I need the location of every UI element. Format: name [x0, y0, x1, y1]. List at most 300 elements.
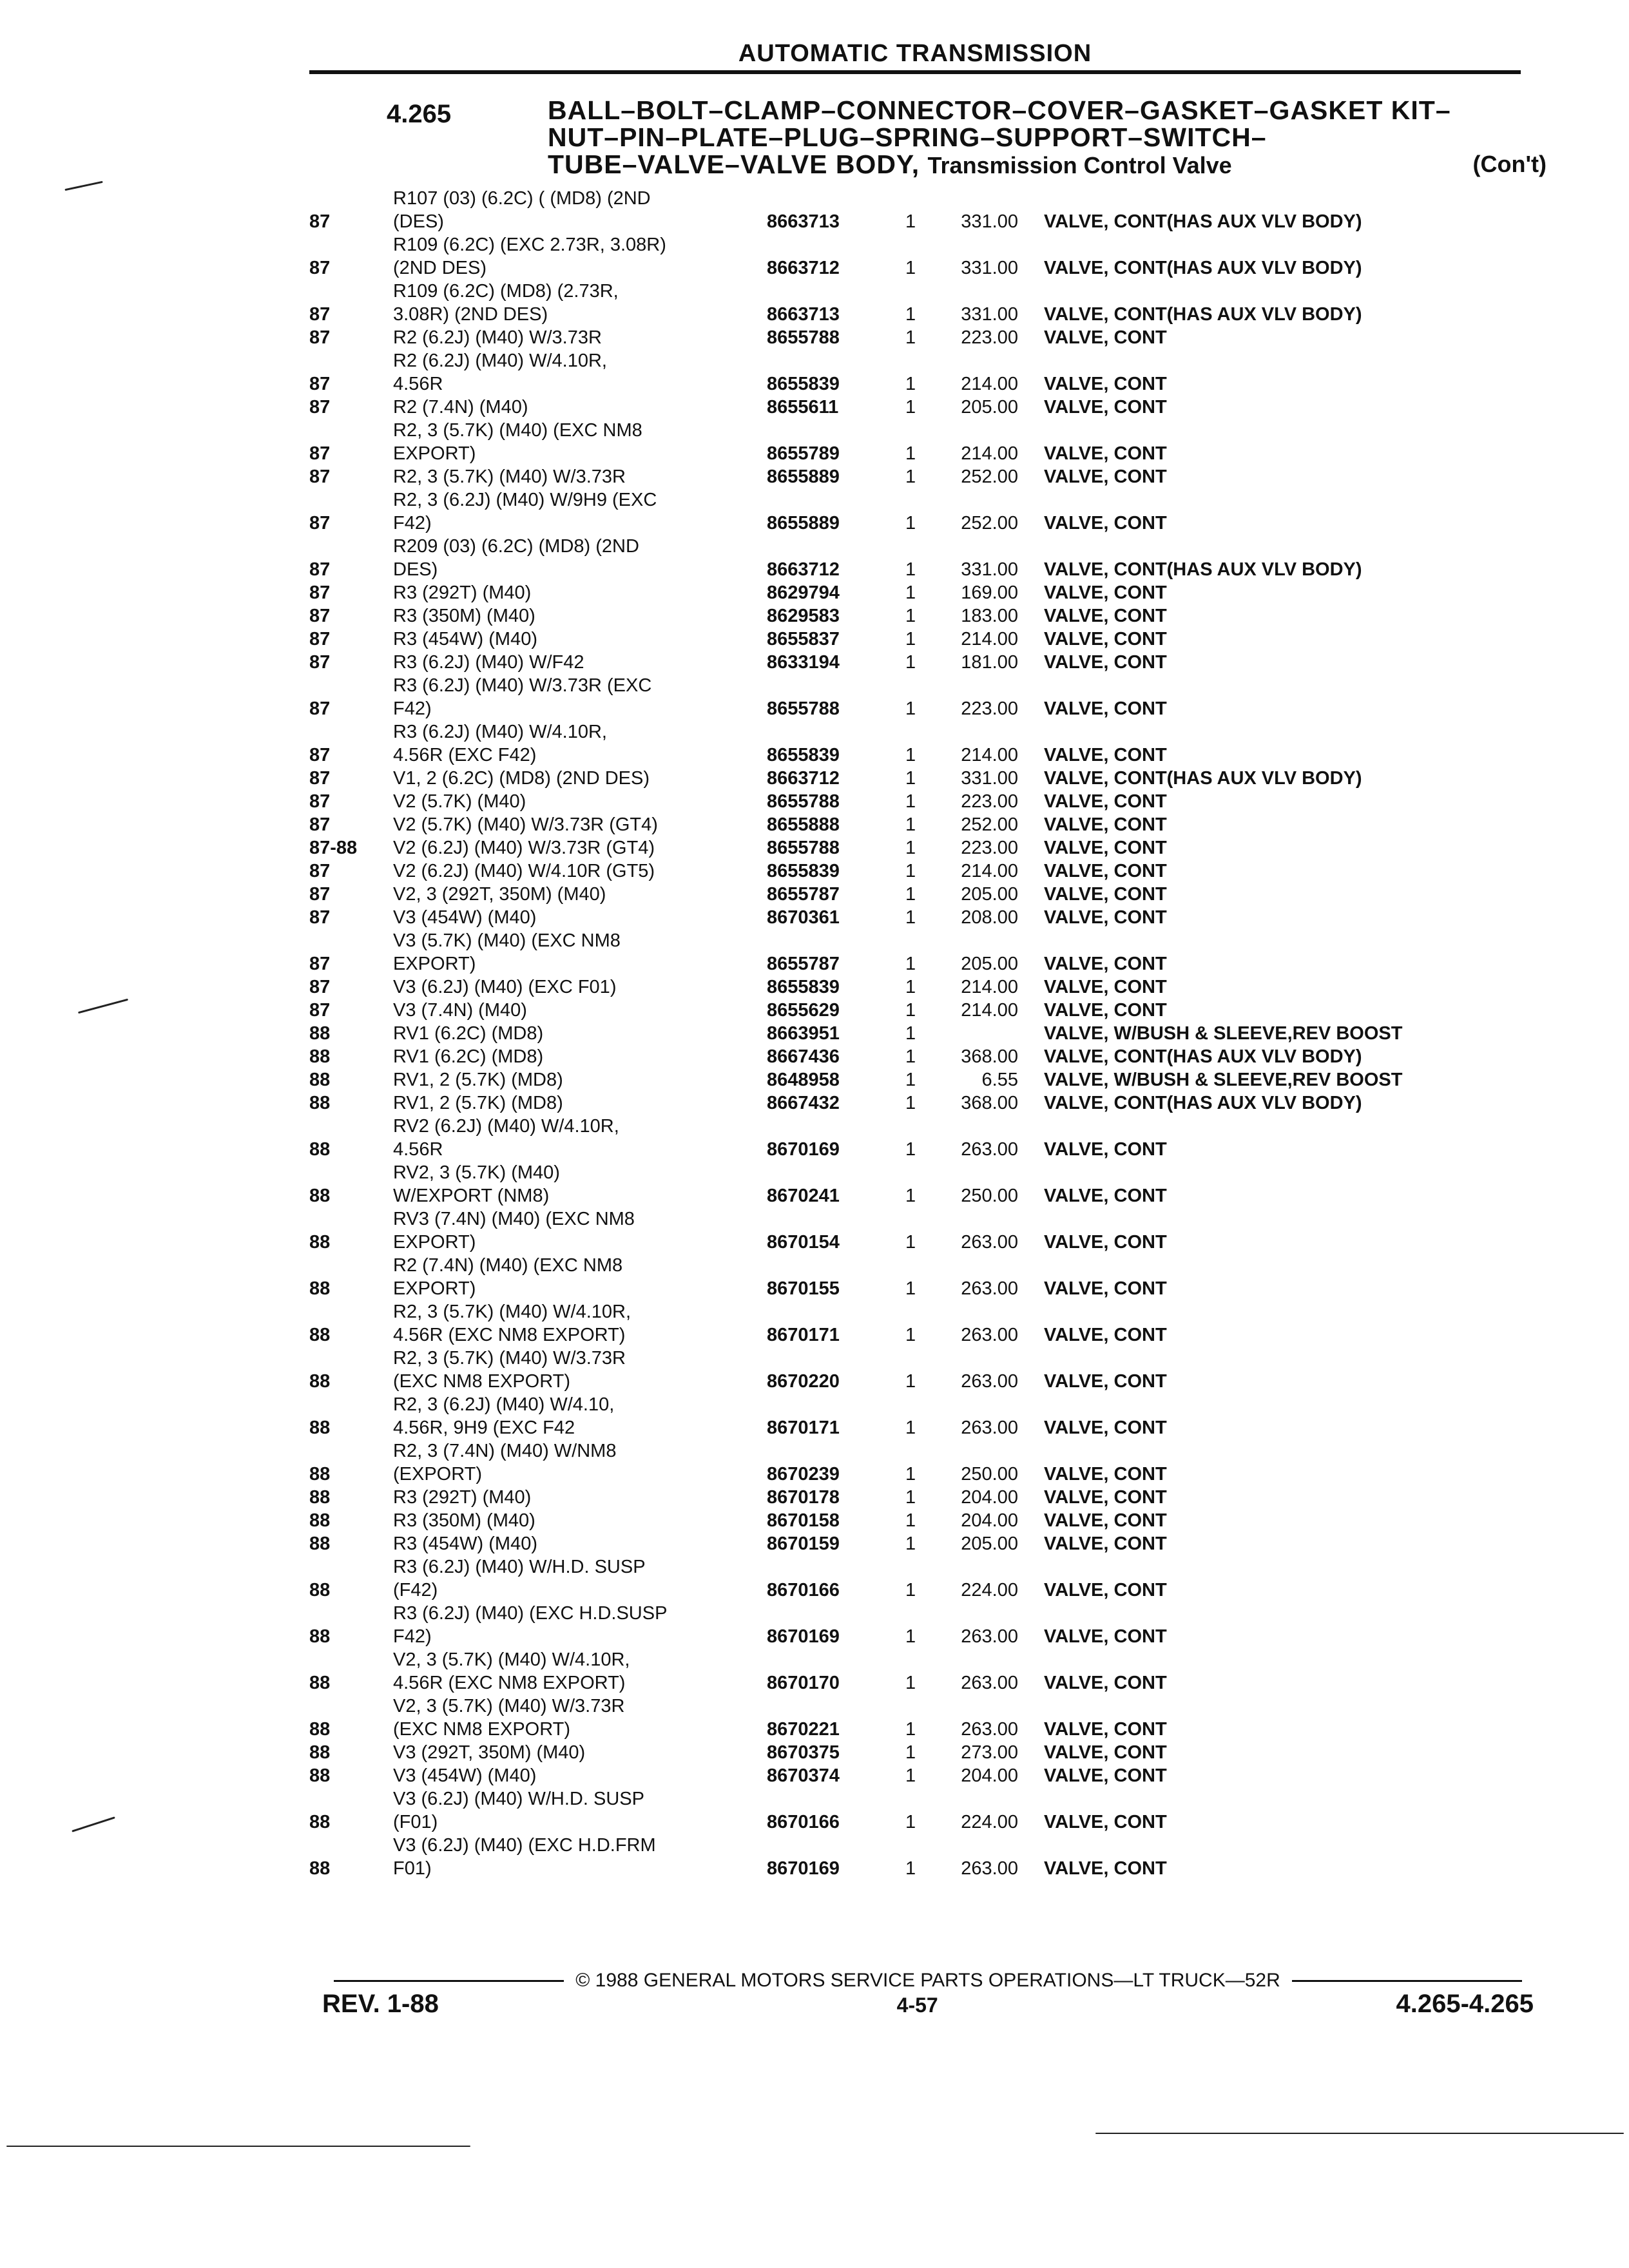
parts-row — [309, 535, 1527, 581]
model-year: 87 — [309, 791, 331, 812]
application: RV1 (6.2C) (MD8) — [393, 1046, 544, 1067]
model-year: 88 — [309, 1626, 331, 1647]
quantity: 1 — [905, 1232, 916, 1253]
model-year: 88 — [309, 1510, 331, 1531]
price: 263.00 — [961, 1278, 1018, 1299]
part-number: 8670375 — [767, 1742, 840, 1763]
part-number: 8670166 — [767, 1812, 840, 1832]
application: R2, 3 (5.7K) (M40) (EXC NM8 EXPORT) — [393, 420, 642, 464]
description: VALVE, W/BUSH & SLEEVE,REV BOOST — [1044, 1070, 1403, 1090]
application: R3 (6.2J) (M40) W/3.73R (EXC F42) — [393, 675, 652, 719]
model-year: 88 — [309, 1742, 331, 1763]
part-number: 8663713 — [767, 211, 840, 232]
description: VALVE, CONT — [1044, 1719, 1167, 1740]
model-year: 88 — [309, 1186, 331, 1206]
quantity: 1 — [905, 397, 916, 418]
application: R2 (7.4N) (M40) (EXC NM8 EXPORT) — [393, 1255, 623, 1299]
model-year: 88 — [309, 1858, 331, 1879]
parts-row — [309, 1161, 1527, 1207]
description: VALVE, CONT — [1044, 1232, 1167, 1253]
description: VALVE, CONT(HAS AUX VLV BODY) — [1044, 1093, 1362, 1113]
quantity: 1 — [905, 1371, 916, 1392]
description: VALVE, CONT — [1044, 652, 1167, 673]
quantity: 1 — [905, 327, 916, 348]
quantity: 1 — [905, 374, 916, 394]
quantity: 1 — [905, 1278, 916, 1299]
parts-row — [309, 1347, 1527, 1393]
model-year: 87 — [309, 397, 331, 418]
price: 263.00 — [961, 1673, 1018, 1693]
model-year: 87 — [309, 768, 331, 789]
application: R107 (03) (6.2C) ( (MD8) (2ND (DES) — [393, 188, 651, 232]
description: VALVE, CONT — [1044, 1742, 1167, 1763]
description: VALVE, CONT — [1044, 954, 1167, 974]
application: V3 (6.2J) (M40) (EXC H.D.FRM F01) — [393, 1835, 656, 1879]
description: VALVE, CONT(HAS AUX VLV BODY) — [1044, 559, 1362, 580]
description: VALVE, CONT — [1044, 1580, 1167, 1600]
part-number: 8655788 — [767, 791, 840, 812]
quantity: 1 — [905, 1023, 916, 1044]
description: VALVE, CONT — [1044, 907, 1167, 928]
part-number: 8670169 — [767, 1858, 840, 1879]
price: 204.00 — [961, 1487, 1018, 1508]
part-number: 8655839 — [767, 374, 840, 394]
application: V3 (5.7K) (M40) (EXC NM8 EXPORT) — [393, 930, 621, 974]
description: VALVE, CONT — [1044, 1510, 1167, 1531]
quantity: 1 — [905, 629, 916, 649]
application: R3 (292T) (M40) — [393, 1487, 532, 1508]
scan-mark — [64, 181, 102, 191]
section-title-line-3 — [548, 151, 1547, 179]
price: 263.00 — [961, 1371, 1018, 1392]
price: 263.00 — [961, 1232, 1018, 1253]
price: 214.00 — [961, 745, 1018, 765]
application: V2, 3 (5.7K) (M40) W/4.10R, 4.56R (EXC NM8 EXPORT) — [393, 1649, 630, 1693]
description: VALVE, CONT(HAS AUX VLV BODY) — [1044, 1046, 1362, 1067]
parts-row — [309, 1254, 1527, 1300]
application: R109 (6.2C) (MD8) (2.73R, 3.08R) (2ND DES) — [393, 281, 619, 325]
parts-row — [309, 674, 1527, 720]
part-number: 8663712 — [767, 559, 840, 580]
part-number: 8663713 — [767, 304, 840, 325]
model-year: 88 — [309, 1325, 331, 1345]
parts-row — [309, 396, 1527, 419]
parts-row — [309, 1393, 1527, 1439]
part-number: 8655889 — [767, 466, 840, 487]
part-number: 8655788 — [767, 327, 840, 348]
parts-row — [309, 1022, 1527, 1045]
scan-mark — [78, 999, 128, 1014]
part-number: 8670241 — [767, 1186, 840, 1206]
quantity: 1 — [905, 1464, 916, 1485]
quantity: 1 — [905, 1580, 916, 1600]
model-year: 88 — [309, 1070, 331, 1090]
model-year: 87 — [309, 582, 331, 603]
quantity: 1 — [905, 1325, 916, 1345]
part-number: 8629794 — [767, 582, 840, 603]
model-year: 87 — [309, 211, 331, 232]
description: VALVE, CONT — [1044, 397, 1167, 418]
model-year: 87 — [309, 652, 331, 673]
footer-rule-left — [334, 1980, 564, 1982]
quantity: 1 — [905, 1418, 916, 1438]
description: VALVE, CONT — [1044, 1000, 1167, 1021]
quantity: 1 — [905, 1093, 916, 1113]
parts-row — [309, 1300, 1527, 1347]
quantity: 1 — [905, 861, 916, 881]
part-number: 8670374 — [767, 1765, 840, 1786]
section-title-line-1: BALL–BOLT–CLAMP–CONNECTOR–COVER–GASKET–GASKET KIT– — [548, 95, 1451, 125]
price: 331.00 — [961, 768, 1018, 789]
price: 368.00 — [961, 1046, 1018, 1067]
quantity: 1 — [905, 1487, 916, 1508]
parts-row — [309, 1509, 1527, 1532]
price: 250.00 — [961, 1464, 1018, 1485]
application: R3 (454W) (M40) — [393, 629, 537, 649]
application: V3 (6.2J) (M40) (EXC F01) — [393, 977, 617, 997]
price: 214.00 — [961, 977, 1018, 997]
part-number: 8663951 — [767, 1023, 840, 1044]
part-number: 8670170 — [767, 1673, 840, 1693]
quantity: 1 — [905, 1673, 916, 1693]
part-number: 8648958 — [767, 1070, 840, 1090]
footer-copyright: © 1988 GENERAL MOTORS SERVICE PARTS OPERATIONS—LT TRUCK—52R — [575, 1970, 1280, 1991]
price: 263.00 — [961, 1858, 1018, 1879]
model-year: 87 — [309, 861, 331, 881]
model-year: 87 — [309, 606, 331, 626]
parts-row — [309, 1834, 1527, 1880]
application: RV1, 2 (5.7K) (MD8) — [393, 1070, 563, 1090]
price: 205.00 — [961, 884, 1018, 905]
parts-row — [309, 604, 1527, 628]
parts-row — [309, 1532, 1527, 1555]
parts-row — [309, 1091, 1527, 1115]
description: VALVE, CONT — [1044, 1533, 1167, 1554]
section-title-line-2: NUT–PIN–PLATE–PLUG–SPRING–SUPPORT–SWITCH– — [548, 122, 1267, 152]
price: 263.00 — [961, 1418, 1018, 1438]
price: 263.00 — [961, 1325, 1018, 1345]
scan-mark — [72, 1816, 115, 1832]
description: VALVE, CONT — [1044, 513, 1167, 533]
model-year: 87 — [309, 884, 331, 905]
description: VALVE, CONT — [1044, 861, 1167, 881]
part-number: 8655839 — [767, 977, 840, 997]
application: R209 (03) (6.2C) (MD8) (2ND DES) — [393, 536, 639, 580]
model-year: 88 — [309, 1093, 331, 1113]
description: VALVE, CONT(HAS AUX VLV BODY) — [1044, 258, 1362, 278]
parts-row — [309, 1486, 1527, 1509]
description: VALVE, CONT — [1044, 1186, 1167, 1206]
quantity: 1 — [905, 1139, 916, 1160]
model-year: 87 — [309, 629, 331, 649]
quantity: 1 — [905, 443, 916, 464]
model-year: 87 — [309, 513, 331, 533]
application: RV3 (7.4N) (M40) (EXC NM8 EXPORT) — [393, 1209, 635, 1253]
model-year: 88 — [309, 1046, 331, 1067]
model-year: 88 — [309, 1232, 331, 1253]
application: V2 (5.7K) (M40) W/3.73R (GT4) — [393, 814, 658, 835]
section-title-line-3-text: TUBE–VALVE–VALVE BODY, — [548, 149, 920, 179]
application: R2 (7.4N) (M40) — [393, 397, 528, 418]
quantity: 1 — [905, 1510, 916, 1531]
parts-row — [309, 326, 1527, 349]
parts-row — [309, 929, 1527, 975]
part-number: 8633194 — [767, 652, 840, 673]
quantity: 1 — [905, 907, 916, 928]
application: R3 (454W) (M40) — [393, 1533, 537, 1554]
description: VALVE, CONT — [1044, 1487, 1167, 1508]
parts-row — [309, 1045, 1527, 1068]
quantity: 1 — [905, 606, 916, 626]
parts-row — [309, 1648, 1527, 1695]
section-subtitle: Transmission Control Valve — [927, 152, 1232, 178]
price: 204.00 — [961, 1510, 1018, 1531]
application: R3 (6.2J) (M40) W/4.10R, 4.56R (EXC F42) — [393, 722, 607, 765]
description: VALVE, CONT — [1044, 1464, 1167, 1485]
parts-row — [309, 1764, 1527, 1787]
quantity: 1 — [905, 1765, 916, 1786]
price: 331.00 — [961, 304, 1018, 325]
description: VALVE, CONT — [1044, 838, 1167, 858]
page-header — [309, 40, 1521, 74]
quantity: 1 — [905, 258, 916, 278]
price: 223.00 — [961, 791, 1018, 812]
model-year: 88 — [309, 1812, 331, 1832]
parts-row — [309, 1787, 1527, 1834]
price: 224.00 — [961, 1812, 1018, 1832]
application: V2, 3 (5.7K) (M40) W/3.73R (EXC NM8 EXPORT) — [393, 1696, 625, 1740]
parts-row — [309, 767, 1527, 790]
part-number: 8655611 — [767, 397, 839, 418]
application: V3 (454W) (M40) — [393, 1765, 537, 1786]
scan-mark — [1095, 2133, 1624, 2134]
footer-rule-right — [1292, 1980, 1522, 1982]
parts-row — [309, 860, 1527, 883]
description: VALVE, CONT — [1044, 698, 1167, 719]
part-number: 8629583 — [767, 606, 840, 626]
parts-row — [309, 883, 1527, 906]
parts-row — [309, 975, 1527, 999]
price: 252.00 — [961, 513, 1018, 533]
application: R109 (6.2C) (EXC 2.73R, 3.08R) (2ND DES) — [393, 235, 666, 278]
model-year: 88 — [309, 1719, 331, 1740]
footer-revision: REV. 1-88 — [322, 1990, 439, 2018]
model-year: 87 — [309, 977, 331, 997]
model-year: 88 — [309, 1371, 331, 1392]
part-number: 8655629 — [767, 1000, 840, 1021]
application: R3 (350M) (M40) — [393, 1510, 535, 1531]
quantity: 1 — [905, 791, 916, 812]
quantity: 1 — [905, 954, 916, 974]
parts-row — [309, 628, 1527, 651]
description: VALVE, CONT — [1044, 884, 1167, 905]
description: VALVE, CONT — [1044, 1858, 1167, 1879]
quantity: 1 — [905, 745, 916, 765]
quantity: 1 — [905, 814, 916, 835]
application: R2, 3 (5.7K) (M40) W/3.73R — [393, 466, 626, 487]
application: R2, 3 (6.2J) (M40) W/4.10, 4.56R, 9H9 (EXC F42 — [393, 1394, 615, 1438]
quantity: 1 — [905, 977, 916, 997]
model-year: 88 — [309, 1487, 331, 1508]
application: V3 (6.2J) (M40) W/H.D. SUSP (F01) — [393, 1789, 644, 1832]
model-year: 87-88 — [309, 838, 358, 858]
parts-row — [309, 813, 1527, 836]
quantity: 1 — [905, 1533, 916, 1554]
quantity: 1 — [905, 838, 916, 858]
part-number: 8667436 — [767, 1046, 840, 1067]
description: VALVE, CONT — [1044, 1278, 1167, 1299]
application: R3 (6.2J) (M40) (EXC H.D.SUSP F42) — [393, 1603, 668, 1647]
description: VALVE, CONT — [1044, 1673, 1167, 1693]
description: VALVE, CONT — [1044, 374, 1167, 394]
model-year: 87 — [309, 1000, 331, 1021]
quantity: 1 — [905, 1000, 916, 1021]
quantity: 1 — [905, 559, 916, 580]
footer-page-number: 4-57 — [896, 1994, 938, 2017]
description: VALVE, CONT — [1044, 791, 1167, 812]
parts-row — [309, 999, 1527, 1022]
model-year: 87 — [309, 907, 331, 928]
description: VALVE, CONT — [1044, 1139, 1167, 1160]
section-title — [548, 97, 1547, 179]
parts-row — [309, 1207, 1527, 1254]
description: VALVE, CONT — [1044, 745, 1167, 765]
application: RV2, 3 (5.7K) (M40) W/EXPORT (NM8) — [393, 1162, 560, 1206]
model-year: 87 — [309, 443, 331, 464]
application: RV2 (6.2J) (M40) W/4.10R, 4.56R — [393, 1116, 619, 1160]
quantity: 1 — [905, 1719, 916, 1740]
model-year: 88 — [309, 1464, 331, 1485]
part-number: 8655837 — [767, 629, 840, 649]
quantity: 1 — [905, 582, 916, 603]
quantity: 1 — [905, 652, 916, 673]
part-number: 8655788 — [767, 698, 840, 719]
application: R2 (6.2J) (M40) W/3.73R — [393, 327, 602, 348]
description: VALVE, CONT — [1044, 606, 1167, 626]
description: VALVE, CONT — [1044, 977, 1167, 997]
part-number: 8670159 — [767, 1533, 840, 1554]
part-number: 8667432 — [767, 1093, 840, 1113]
model-year: 88 — [309, 1580, 331, 1600]
parts-row — [309, 790, 1527, 813]
quantity: 1 — [905, 466, 916, 487]
model-year: 88 — [309, 1418, 331, 1438]
application: V2 (6.2J) (M40) W/4.10R (GT5) — [393, 861, 655, 881]
model-year: 87 — [309, 374, 331, 394]
description: VALVE, W/BUSH & SLEEVE,REV BOOST — [1044, 1023, 1403, 1044]
parts-row — [309, 465, 1527, 488]
parts-row — [309, 488, 1527, 535]
footer — [322, 1990, 1534, 2019]
model-year: 88 — [309, 1673, 331, 1693]
price: 224.00 — [961, 1580, 1018, 1600]
part-number: 8670171 — [767, 1418, 840, 1438]
application: R3 (6.2J) (M40) W/H.D. SUSP (F42) — [393, 1557, 646, 1600]
quantity: 1 — [905, 1626, 916, 1647]
price: 223.00 — [961, 698, 1018, 719]
part-number: 8655888 — [767, 814, 840, 835]
price: 331.00 — [961, 559, 1018, 580]
description: VALVE, CONT(HAS AUX VLV BODY) — [1044, 304, 1362, 325]
section-continued: (Con't) — [1472, 151, 1547, 177]
part-number: 8655787 — [767, 884, 840, 905]
parts-row — [309, 1115, 1527, 1161]
scan-mark — [6, 2146, 470, 2147]
price: 331.00 — [961, 258, 1018, 278]
parts-row — [309, 1741, 1527, 1764]
quantity: 1 — [905, 884, 916, 905]
price: 273.00 — [961, 1742, 1018, 1763]
model-year: 87 — [309, 327, 331, 348]
part-number: 8655839 — [767, 745, 840, 765]
price: 205.00 — [961, 1533, 1018, 1554]
quantity: 1 — [905, 1070, 916, 1090]
part-number: 8670166 — [767, 1580, 840, 1600]
parts-row — [309, 651, 1527, 674]
price: 205.00 — [961, 397, 1018, 418]
part-number: 8670155 — [767, 1278, 840, 1299]
quantity: 1 — [905, 1186, 916, 1206]
price: 214.00 — [961, 1000, 1018, 1021]
price: 214.00 — [961, 374, 1018, 394]
price: 263.00 — [961, 1626, 1018, 1647]
parts-row — [309, 1555, 1527, 1602]
parts-row — [309, 581, 1527, 604]
parts-row — [309, 233, 1527, 280]
part-number: 8663712 — [767, 768, 840, 789]
price: 205.00 — [961, 954, 1018, 974]
price: 252.00 — [961, 466, 1018, 487]
quantity: 1 — [905, 1812, 916, 1832]
price: 331.00 — [961, 211, 1018, 232]
description: VALVE, CONT(HAS AUX VLV BODY) — [1044, 211, 1362, 232]
price: 214.00 — [961, 443, 1018, 464]
parts-row — [309, 349, 1527, 396]
parts-row — [309, 419, 1527, 465]
price: 252.00 — [961, 814, 1018, 835]
part-number: 8655787 — [767, 954, 840, 974]
model-year: 87 — [309, 304, 331, 325]
price: 208.00 — [961, 907, 1018, 928]
footer-copyright-line — [322, 1970, 1534, 1992]
application: R2, 3 (7.4N) (M40) W/NM8 (EXPORT) — [393, 1441, 617, 1485]
description: VALVE, CONT — [1044, 629, 1167, 649]
price: 169.00 — [961, 582, 1018, 603]
application: RV1 (6.2C) (MD8) — [393, 1023, 544, 1044]
model-year: 87 — [309, 745, 331, 765]
quantity: 1 — [905, 211, 916, 232]
price: 6.55 — [981, 1070, 1018, 1090]
price: 214.00 — [961, 629, 1018, 649]
quantity: 1 — [905, 698, 916, 719]
description: VALVE, CONT — [1044, 443, 1167, 464]
section-number: 4.265 — [387, 100, 452, 128]
parts-row — [309, 836, 1527, 860]
description: VALVE, CONT — [1044, 582, 1167, 603]
part-number: 8663712 — [767, 258, 840, 278]
application: R2, 3 (5.7K) (M40) W/3.73R (EXC NM8 EXPORT) — [393, 1348, 626, 1392]
footer-section-range: 4.265-4.265 — [1396, 1990, 1534, 2018]
quantity: 1 — [905, 513, 916, 533]
quantity: 1 — [905, 768, 916, 789]
parts-row — [309, 906, 1527, 929]
model-year: 87 — [309, 954, 331, 974]
price: 204.00 — [961, 1765, 1018, 1786]
part-number: 8655788 — [767, 838, 840, 858]
part-number: 8670169 — [767, 1626, 840, 1647]
price: 223.00 — [961, 327, 1018, 348]
part-number: 8670239 — [767, 1464, 840, 1485]
